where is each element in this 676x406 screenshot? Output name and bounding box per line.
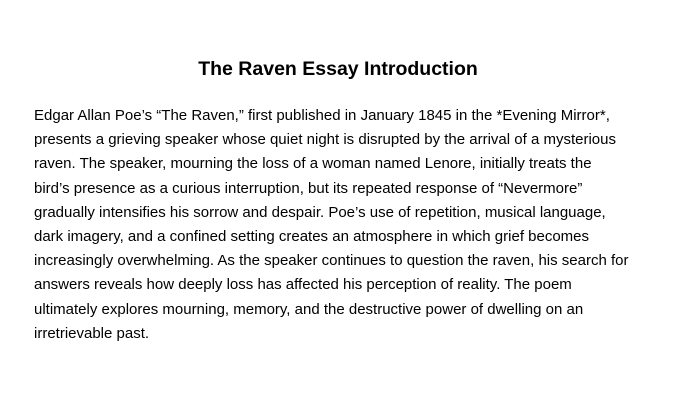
- paragraph-line: ultimately explores mourning, memory, and the destructive power of dwelling on an: [34, 300, 584, 318]
- paragraph-line: presents a grieving speaker whose quiet night is disrupted by the arrival of a mysterious: [34, 131, 616, 149]
- paragraph-line: dark imagery, and a confined setting creates an atmosphere in which grief becomes: [34, 228, 590, 246]
- introduction-paragraph: [34, 104, 652, 346]
- paragraph-line: increasingly overwhelming. As the speaker continues to question the raven, his search for: [34, 252, 629, 270]
- paragraph-line: irretrievable past.: [34, 324, 150, 342]
- document-title: The Raven Essay Introduction: [198, 58, 478, 80]
- paragraph-line: raven. The speaker, mourning the loss of a woman named Lenore, initially treats the: [34, 155, 592, 173]
- paragraph-line: bird’s presence as a curious interruption, but its repeated response of “Nevermore”: [34, 179, 583, 197]
- paragraph-line: answers reveals how deeply loss has affected his perception of reality. The poem: [34, 276, 572, 294]
- paragraph-line: gradually intensifies his sorrow and despair. Poe’s use of repetition, musical language,: [34, 203, 606, 221]
- paragraph-line: Edgar Allan Poe’s “The Raven,” first published in January 1845 in the *Evening Mirror*,: [34, 107, 610, 124]
